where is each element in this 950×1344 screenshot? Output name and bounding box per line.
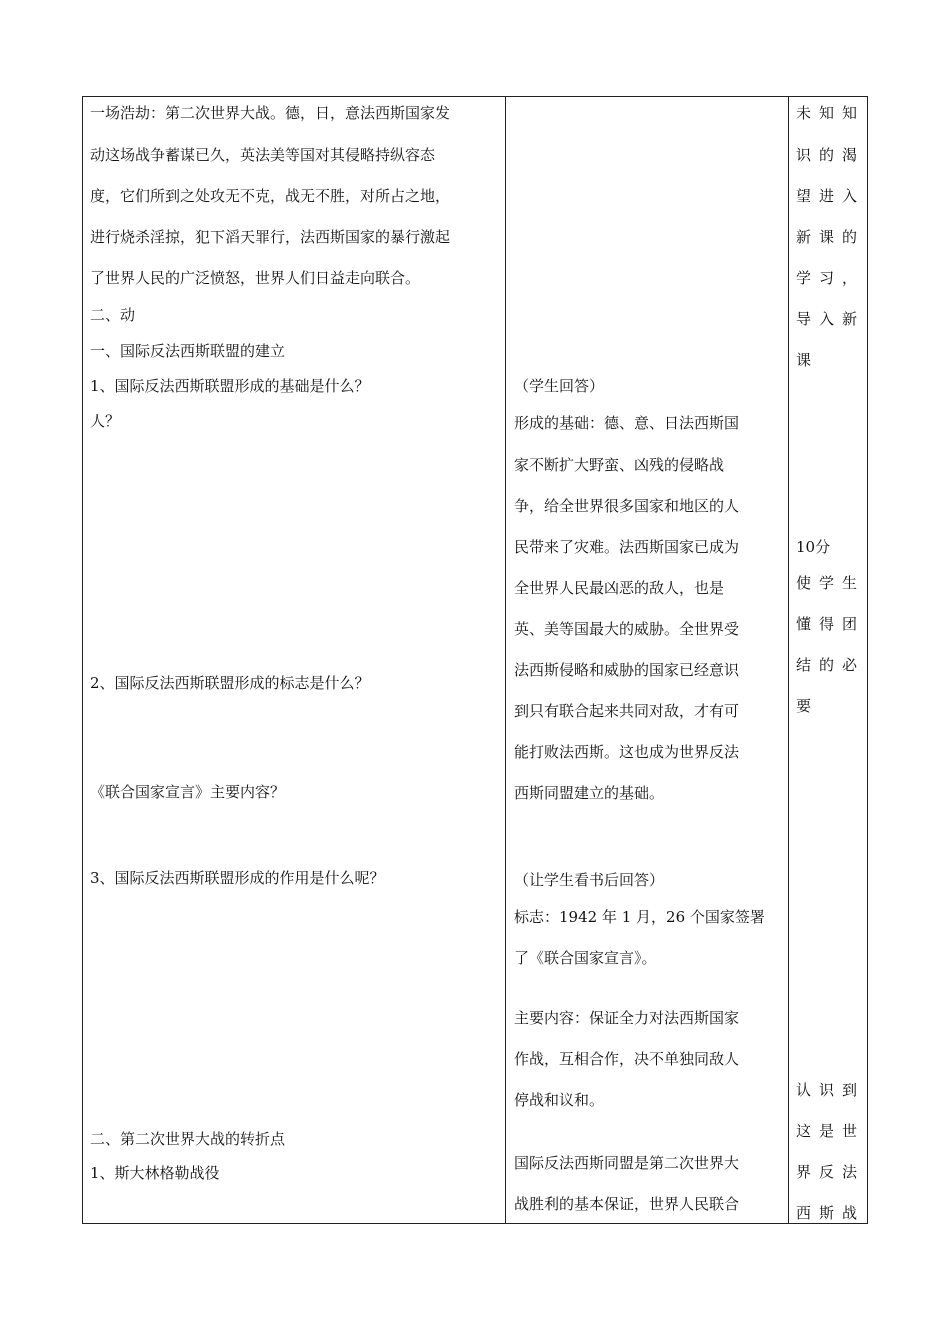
text-line: 家不断扩大野蛮、凶残的侵略战	[514, 456, 725, 474]
text-line: 到只有联合起来共同对敌，才有可	[514, 702, 740, 720]
table-border-left	[82, 97, 83, 1223]
text-line: 新课的	[796, 228, 866, 246]
text-line: 度，它们所到之处攻无不克，战无不胜，对所占之地，	[90, 187, 451, 205]
question: 2、国际反法西斯联盟形成的标志是什么？	[90, 674, 370, 692]
table-border-right	[867, 97, 868, 1223]
text-line: 西斯战	[796, 1204, 866, 1222]
question: 《联合国家宣言》主要内容？	[90, 783, 286, 801]
text-line: 标志：1942 年 1 月，26 个国家签署	[514, 908, 765, 926]
text-line: （让学生看书后回答）	[514, 871, 665, 889]
text-line: 识的渴	[796, 146, 866, 164]
column-divider-2	[788, 97, 789, 1223]
text-line: 作战，互相合作，决不单独同敌人	[514, 1050, 740, 1068]
text-line: 界反法	[796, 1163, 866, 1181]
section-heading: 二、第二次世界大战的转折点	[90, 1130, 286, 1148]
text-line: 要	[796, 697, 820, 715]
text-line: 战胜利的基本保证，世界人民联合	[514, 1195, 740, 1213]
text-line: 能打败法西斯。这也成为世界反法	[514, 743, 740, 761]
time-label: 10分	[796, 538, 831, 556]
question: 3、国际反法西斯联盟形成的作用是什么呢？	[90, 869, 385, 887]
text-line: 未知知	[796, 104, 866, 122]
text-line: 进行烧杀淫掠，犯下滔天罪行，法西斯国家的暴行激起	[90, 228, 451, 246]
text-line: 动这场战争蓄谋已久，英法美等国对其侵略持纵容态	[90, 146, 436, 164]
text-line: 全世界人民最凶恶的敌人，也是	[514, 579, 725, 597]
text-line: （学生回答）	[514, 377, 605, 395]
text-line: 学习，	[796, 269, 866, 287]
text-line: 法西斯侵略和威胁的国家已经意识	[514, 661, 740, 679]
text-line: 一场浩劫：第二次世界大战。德，日，意法西斯国家发	[90, 104, 451, 122]
text-line: 使学生	[796, 574, 866, 592]
lesson-table	[82, 96, 868, 1224]
text-line: 主要内容：保证全力对法西斯国家	[514, 1009, 740, 1027]
section-heading: 一、国际反法西斯联盟的建立	[90, 342, 286, 360]
text-line: 1、斯大林格勒战役	[90, 1164, 220, 1182]
text-line: 懂得团	[796, 615, 866, 633]
text-line: 西斯同盟建立的基础。	[514, 784, 665, 802]
text-line: 课	[796, 351, 820, 369]
text-line: 二、动	[90, 306, 136, 324]
text-line: 国际反法西斯同盟是第二次世界大	[514, 1154, 740, 1172]
text-line: 结的必	[796, 656, 866, 674]
text-line: 导入新	[796, 310, 866, 328]
column-divider-1	[505, 97, 506, 1223]
text-line: 这是世	[796, 1122, 866, 1140]
text-line: 英、美等国最大的威胁。全世界受	[514, 620, 740, 638]
text-line: 停战和议和。	[514, 1091, 605, 1109]
text-line: 人？	[90, 412, 121, 430]
text-line: 望进入	[796, 187, 866, 205]
text-line: 争，给全世界很多国家和地区的人	[514, 497, 740, 515]
question: 1、国际反法西斯联盟形成的基础是什么？	[90, 377, 370, 395]
text-line: 形成的基础：德、意、日法西斯国	[514, 414, 740, 432]
text-line: 了《联合国家宣言》。	[514, 949, 657, 967]
text-line: 民带来了灾难。法西斯国家已成为	[514, 538, 740, 556]
text-line: 认识到	[796, 1081, 866, 1099]
text-line: 了世界人民的广泛愤怒，世界人们日益走向联合。	[90, 269, 421, 287]
